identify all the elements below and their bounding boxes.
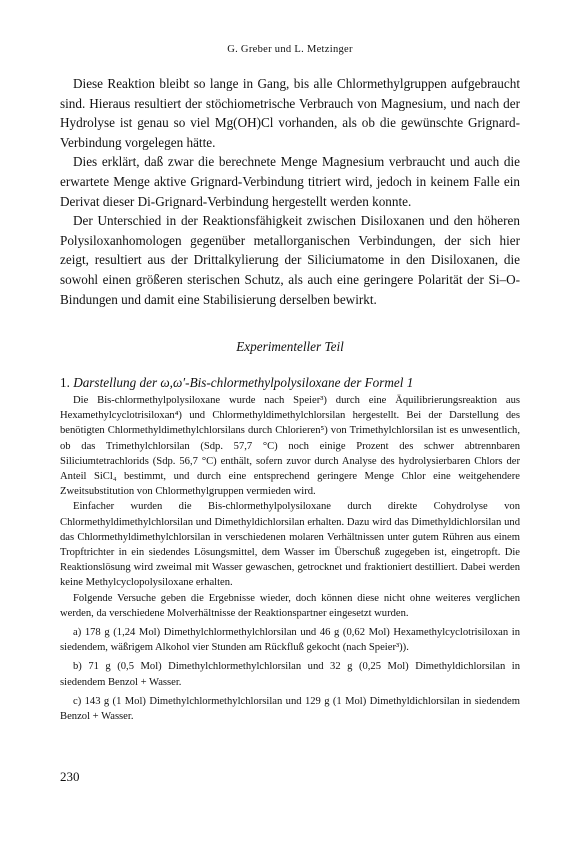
- paragraph: Folgende Versuche geben die Ergebnisse wieder, doch können diese nicht ohne weiteres verglichen werden, da verschiedene Molverhältnisse der Reaktionspartner eingesetzt wurden.: [60, 592, 520, 619]
- running-header: G. Greber und L. Metzinger: [227, 44, 353, 55]
- subsection-heading: [60, 375, 520, 391]
- section-title: Experimenteller Teil: [236, 339, 344, 354]
- paragraph: Diese Reaktion bleibt so lange in Gang, bis alle Chlormethylgruppen aufgebraucht sind. Hieraus resultiert der stöchiometrische Verbrauch von Magnesium, und nach der Hydrolyse ist genau so viel Mg(OH)Cl vorhanden, als ob die gewünschte Grignard-Verbindung vorgelegen hätte.: [60, 76, 520, 150]
- document-page: [60, 0, 520, 863]
- paragraph: Der Unterschied in der Reaktionsfähigkeit zwischen Disiloxanen und den höheren Polysiloxanhomologen gegenüber metallorganischen Verbindungen, der sich hier zeigt, resultiert aus der Drittalkylierung der Siliciumatome in den Disiloxanen, die sowohl einen größeren sterischen Schutz, als auch eine geringere Polarität der Si–O-Bindungen und damit eine Stabilisierung derselben bewirkt.: [60, 213, 520, 307]
- main-text: [60, 74, 520, 309]
- paragraph: Einfacher wurden die Bis-chlormethylpolysiloxane durch direkte Cohydrolyse von Chlormethyldimethylchlorsilan und Dimethyldichlorsilan erhalten. Dazu wird das Dimethyldichlorsilan und das Chlormethyldimethylchlorsilan in verschiedenen molaren Verhältnissen unter gutem Rühren aus einem Tropftrichter in ein siedendes Lösungsmittel, dem Wasser im Überschuß zugegeben ist, eingetropft. Die Reaktionslösung wird zweimal mit Wasser gewaschen, getrocknet und fraktioniert destilliert. Dabei werden keine Methylcyclopolysiloxane erhalten.: [60, 501, 520, 589]
- heading-number: 1.: [60, 375, 70, 390]
- page-number: 230: [60, 769, 80, 784]
- list-item: c) 143 g (1 Mol) Dimethylchlormethylchlorsilan und 129 g (1 Mol) Dimethyldichlorsilan in siedendem Benzol + Wasser.: [60, 695, 520, 723]
- experimental-text: [60, 393, 520, 724]
- heading-text: Darstellung der ω,ω′-Bis-chlormethylpolysiloxane der Formel 1: [73, 375, 414, 390]
- paragraph: Dies erklärt, daß zwar die berechnete Menge Magnesium verbraucht und auch die erwartete Menge aktive Grignard-Verbindung titriert wird, jedoch in keinem Falle ein Derivat dieser Di-Grignard-Verbindung hergestellt werden konnte.: [60, 154, 520, 209]
- list-item: b) 71 g (0,5 Mol) Dimethylchlormethylchlorsilan und 32 g (0,25 Mol) Dimethyldichlorsilan in siedendem Benzol + Wasser.: [60, 661, 520, 688]
- paragraph: Die Bis-chlormethylpolysiloxane wurde nach Speier³) durch eine Äquilibrierungsreaktion aus Hexamethylcyclotrisiloxan⁴) und Chlormethyldimethylchlorsilan hergestellt. Bei der Darstellung des benötigten Chlormethyldimethylchlorsilans durch Chlorieren⁵) von Trimethylchlorsilan ist es unwesentlich, ob das Trimethylchlorsilan (Sdp. 57,7 °C) noch einige Prozent des schwer abtrennbaren Siliciumtetrachlorids (Sdp. 56,7 °C) enthält, sofern zuvor durch Analyse des hydrolysierbaren Chlors der Anteil SiCl₄ bestimmt, und durch eine entsprechend geringere Menge Chlor eine weitgehendere Zweitsubstitution von Chlormethylgruppen vermieden wird.: [60, 395, 520, 498]
- list-item: a) 178 g (1,24 Mol) Dimethylchlormethylchlorsilan und 46 g (0,62 Mol) Hexamethylcyclotrisiloxan in siedendem, wäßrigem Alkohol vier Stunden am Rückfluß gekocht (nach Speier³)).: [60, 627, 520, 654]
